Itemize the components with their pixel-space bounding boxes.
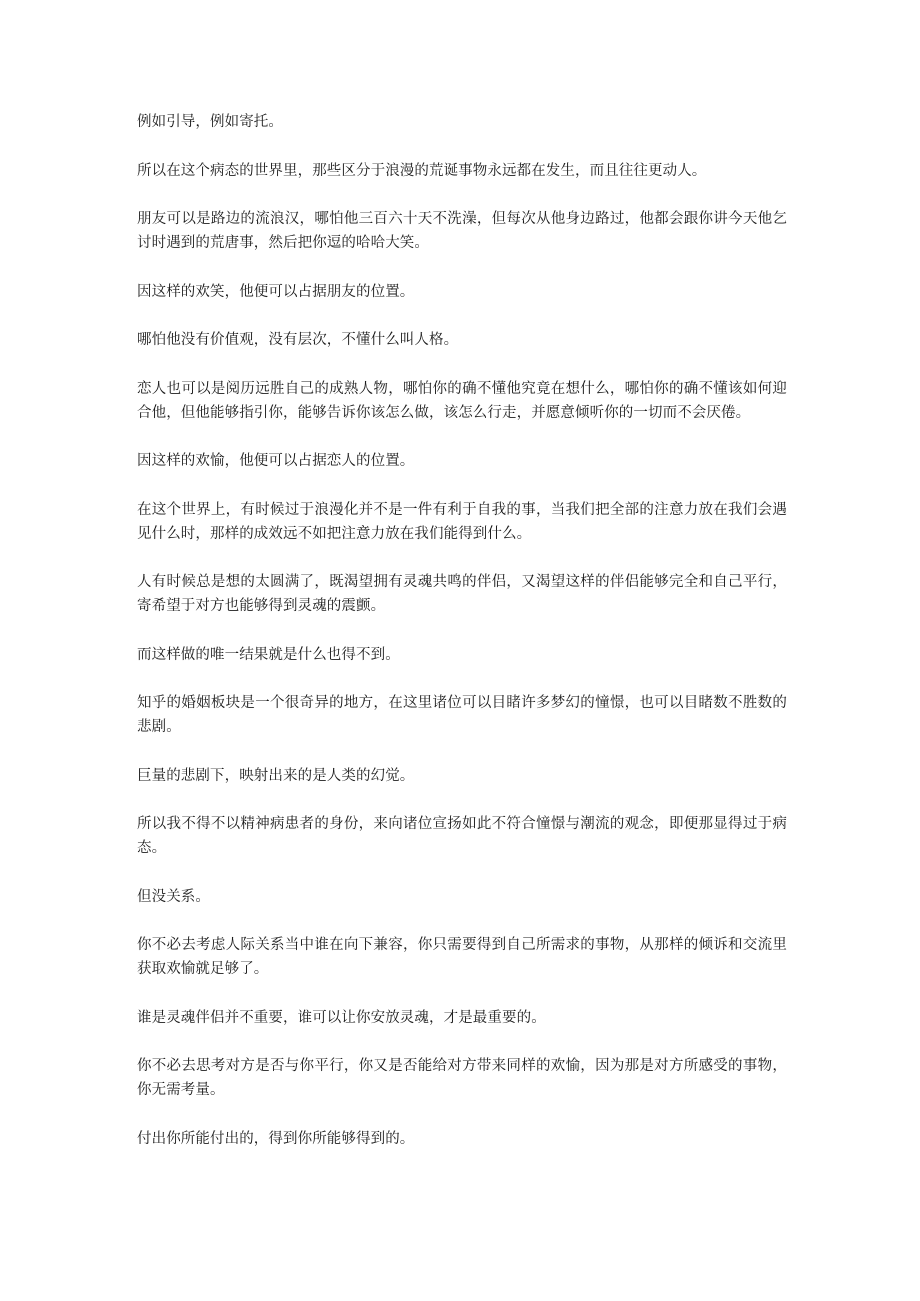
paragraph: 谁是灵魂伴侣并不重要，谁可以让你安放灵魂，才是最重要的。 (137, 1009, 546, 1026)
paragraph: 因这样的欢愉，他便可以占据恋人的位置。 (137, 453, 415, 469)
paragraph: 在这个世界上，有时候过于浪漫化并不是一件有利于自我的事，当我们把全部的注意力放在我们会遇见什么时，那样的成效远不如把注意力放在我们能得到什么。 (137, 501, 787, 542)
paragraph: 例如引导，例如寄托。 (137, 114, 283, 130)
paragraph: 哪怕他没有价值观，没有层次，不懂什么叫人格。 (137, 332, 459, 348)
paragraph: 知乎的婚姻板块是一个很奇异的地方，在这里诸位可以目睹许多梦幻的憧憬，也可以目睹数不胜数的悲剧。 (137, 695, 787, 735)
document-body (137, 110, 787, 1175)
paragraph: 恋人也可以是阅历远胜自己的成熟人物，哪怕你的确不懂他究竟在想什么，哪怕你的确不懂该如何迎合他，但他能够指引你，能够告诉你该怎么做，该怎么行走，并愿意倾听你的一切而不会厌倦。 (137, 380, 787, 421)
paragraph: 你不必去思考对方是否与你平行，你又是否能给对方带来同样的欢愉，因为那是对方所感受的事物，你无需考量。 (137, 1058, 787, 1098)
paragraph: 巨量的悲剧下，映射出来的是人类的幻觉。 (137, 767, 415, 784)
paragraph: 所以我不得不以精神病患者的身份，来向诸位宣扬如此不符合憧憬与潮流的观念，即便那显得过于病态。 (137, 816, 787, 856)
paragraph: 朋友可以是路边的流浪汉，哪怕他三百六十天不洗澡，但每次从他身边路过，他都会跟你讲今天他乞讨时遇到的荒唐事，然后把你逗的哈哈大笑。 (137, 211, 787, 251)
paragraph: 你不必去考虑人际关系当中谁在向下兼容，你只需要得到自己所需求的事物，从那样的倾诉和交流里获取欢愉就足够了。 (137, 937, 787, 977)
paragraph: 但没关系。 (137, 888, 210, 905)
paragraph: 而这样做的唯一结果就是什么也得不到。 (137, 646, 400, 663)
paragraph: 所以在这个病态的世界里，那些区分于浪漫的荒诞事物永远都在发生，而且往往更动人。 (137, 162, 707, 179)
paragraph: 人有时候总是想的太圆满了，既渴望拥有灵魂共鸣的伴侣，又渴望这样的伴侣能够完全和自己平行，寄希望于对方也能够得到灵魂的震颤。 (137, 574, 787, 614)
paragraph: 因这样的欢笑，他便可以占据朋友的位置。 (137, 283, 415, 300)
paragraph: 付出你所能付出的，得到你所能够得到的。 (137, 1130, 415, 1147)
